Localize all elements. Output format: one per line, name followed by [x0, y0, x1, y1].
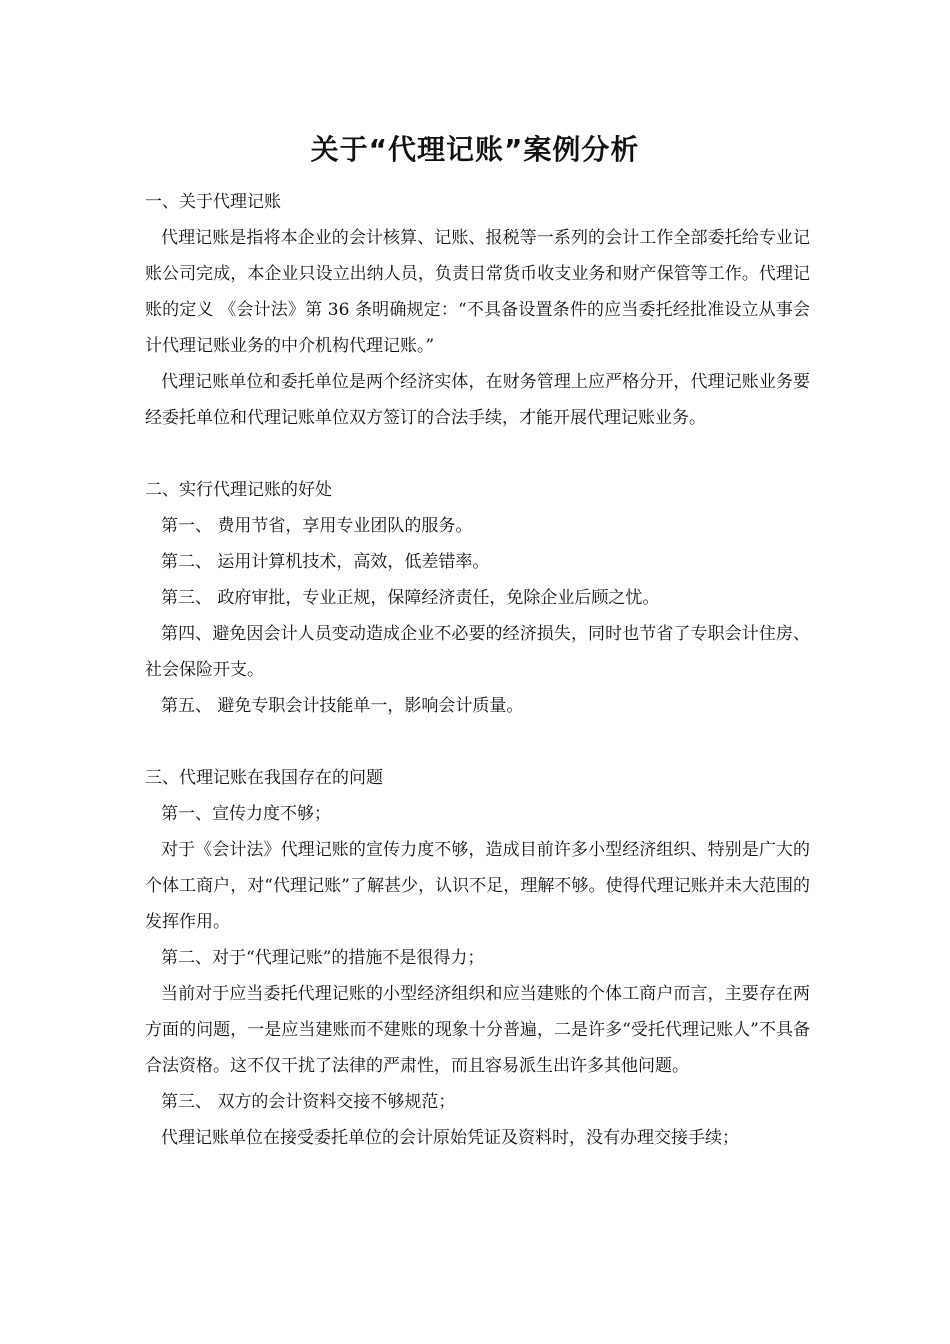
- paragraph: 代理记账单位在接受委托单位的会计原始凭证及资料时，没有办理交接手续；: [161, 1128, 739, 1148]
- paragraph: 对于《会计法》代理记账的宣传力度不够，造成目前许多小型经济组织、特别是广大的个体工商户，对“代理记账”了解甚少，认识不足，理解不够。使得代理记账并未大范围的发挥作用。: [145, 840, 810, 932]
- paragraph-gap: [145, 436, 810, 472]
- list-item: 第五、 避免专职会计技能单一，影响会计质量。: [161, 696, 524, 716]
- section-heading: 一、关于代理记账: [145, 192, 281, 212]
- paragraph-gap: [145, 724, 810, 760]
- sub-heading: 第二、对于“代理记账”的措施不是很得力；: [161, 948, 485, 968]
- list-item: 第一、 费用节省，享用专业团队的服务。: [161, 516, 473, 536]
- list-item: 第四、避免因会计人员变动造成企业不必要的经济损失，同时也节省了专职会计住房、社会保险开支。: [145, 624, 810, 680]
- sub-heading: 第三、 双方的会计资料交接不够规范；: [161, 1092, 456, 1112]
- list-item: 第二、 运用计算机技术，高效，低差错率。: [161, 552, 490, 572]
- section-heading: 二、实行代理记账的好处: [145, 480, 332, 500]
- document-body: [145, 184, 810, 1156]
- paragraph: 当前对于应当委托代理记账的小型经济组织和应当建账的个体工商户而言，主要存在两方面的问题，一是应当建账而不建账的现象十分普遍，二是许多“受托代理记账人”不具备合法资格。这不仅干扰了法律的严肃性，而且容易派生出许多其他问题。: [145, 984, 810, 1076]
- paragraph: 代理记账单位和委托单位是两个经济实体，在财务管理上应严格分开，代理记账业务要经委托单位和代理记账单位双方签订的合法手续，才能开展代理记账业务。: [145, 372, 810, 428]
- document-title: 关于“代理记账”案例分析: [310, 133, 640, 166]
- section-heading: 三、代理记账在我国存在的问题: [145, 768, 383, 788]
- paragraph: 代理记账是指将本企业的会计核算、记账、报税等一系列的会计工作全部委托给专业记账公司完成，本企业只设立出纳人员，负责日常货币收支业务和财产保管等工作。代理记账的定义 《会计法》第 36 条明确规定：“不具备设置条件的应当委托经批准设立从事会计代理记账业务的中介机构代理记账。”: [145, 228, 810, 356]
- list-item: 第三、 政府审批，专业正规，保障经济责任，免除企业后顾之忧。: [161, 588, 660, 608]
- sub-heading: 第一、宣传力度不够；: [161, 804, 331, 824]
